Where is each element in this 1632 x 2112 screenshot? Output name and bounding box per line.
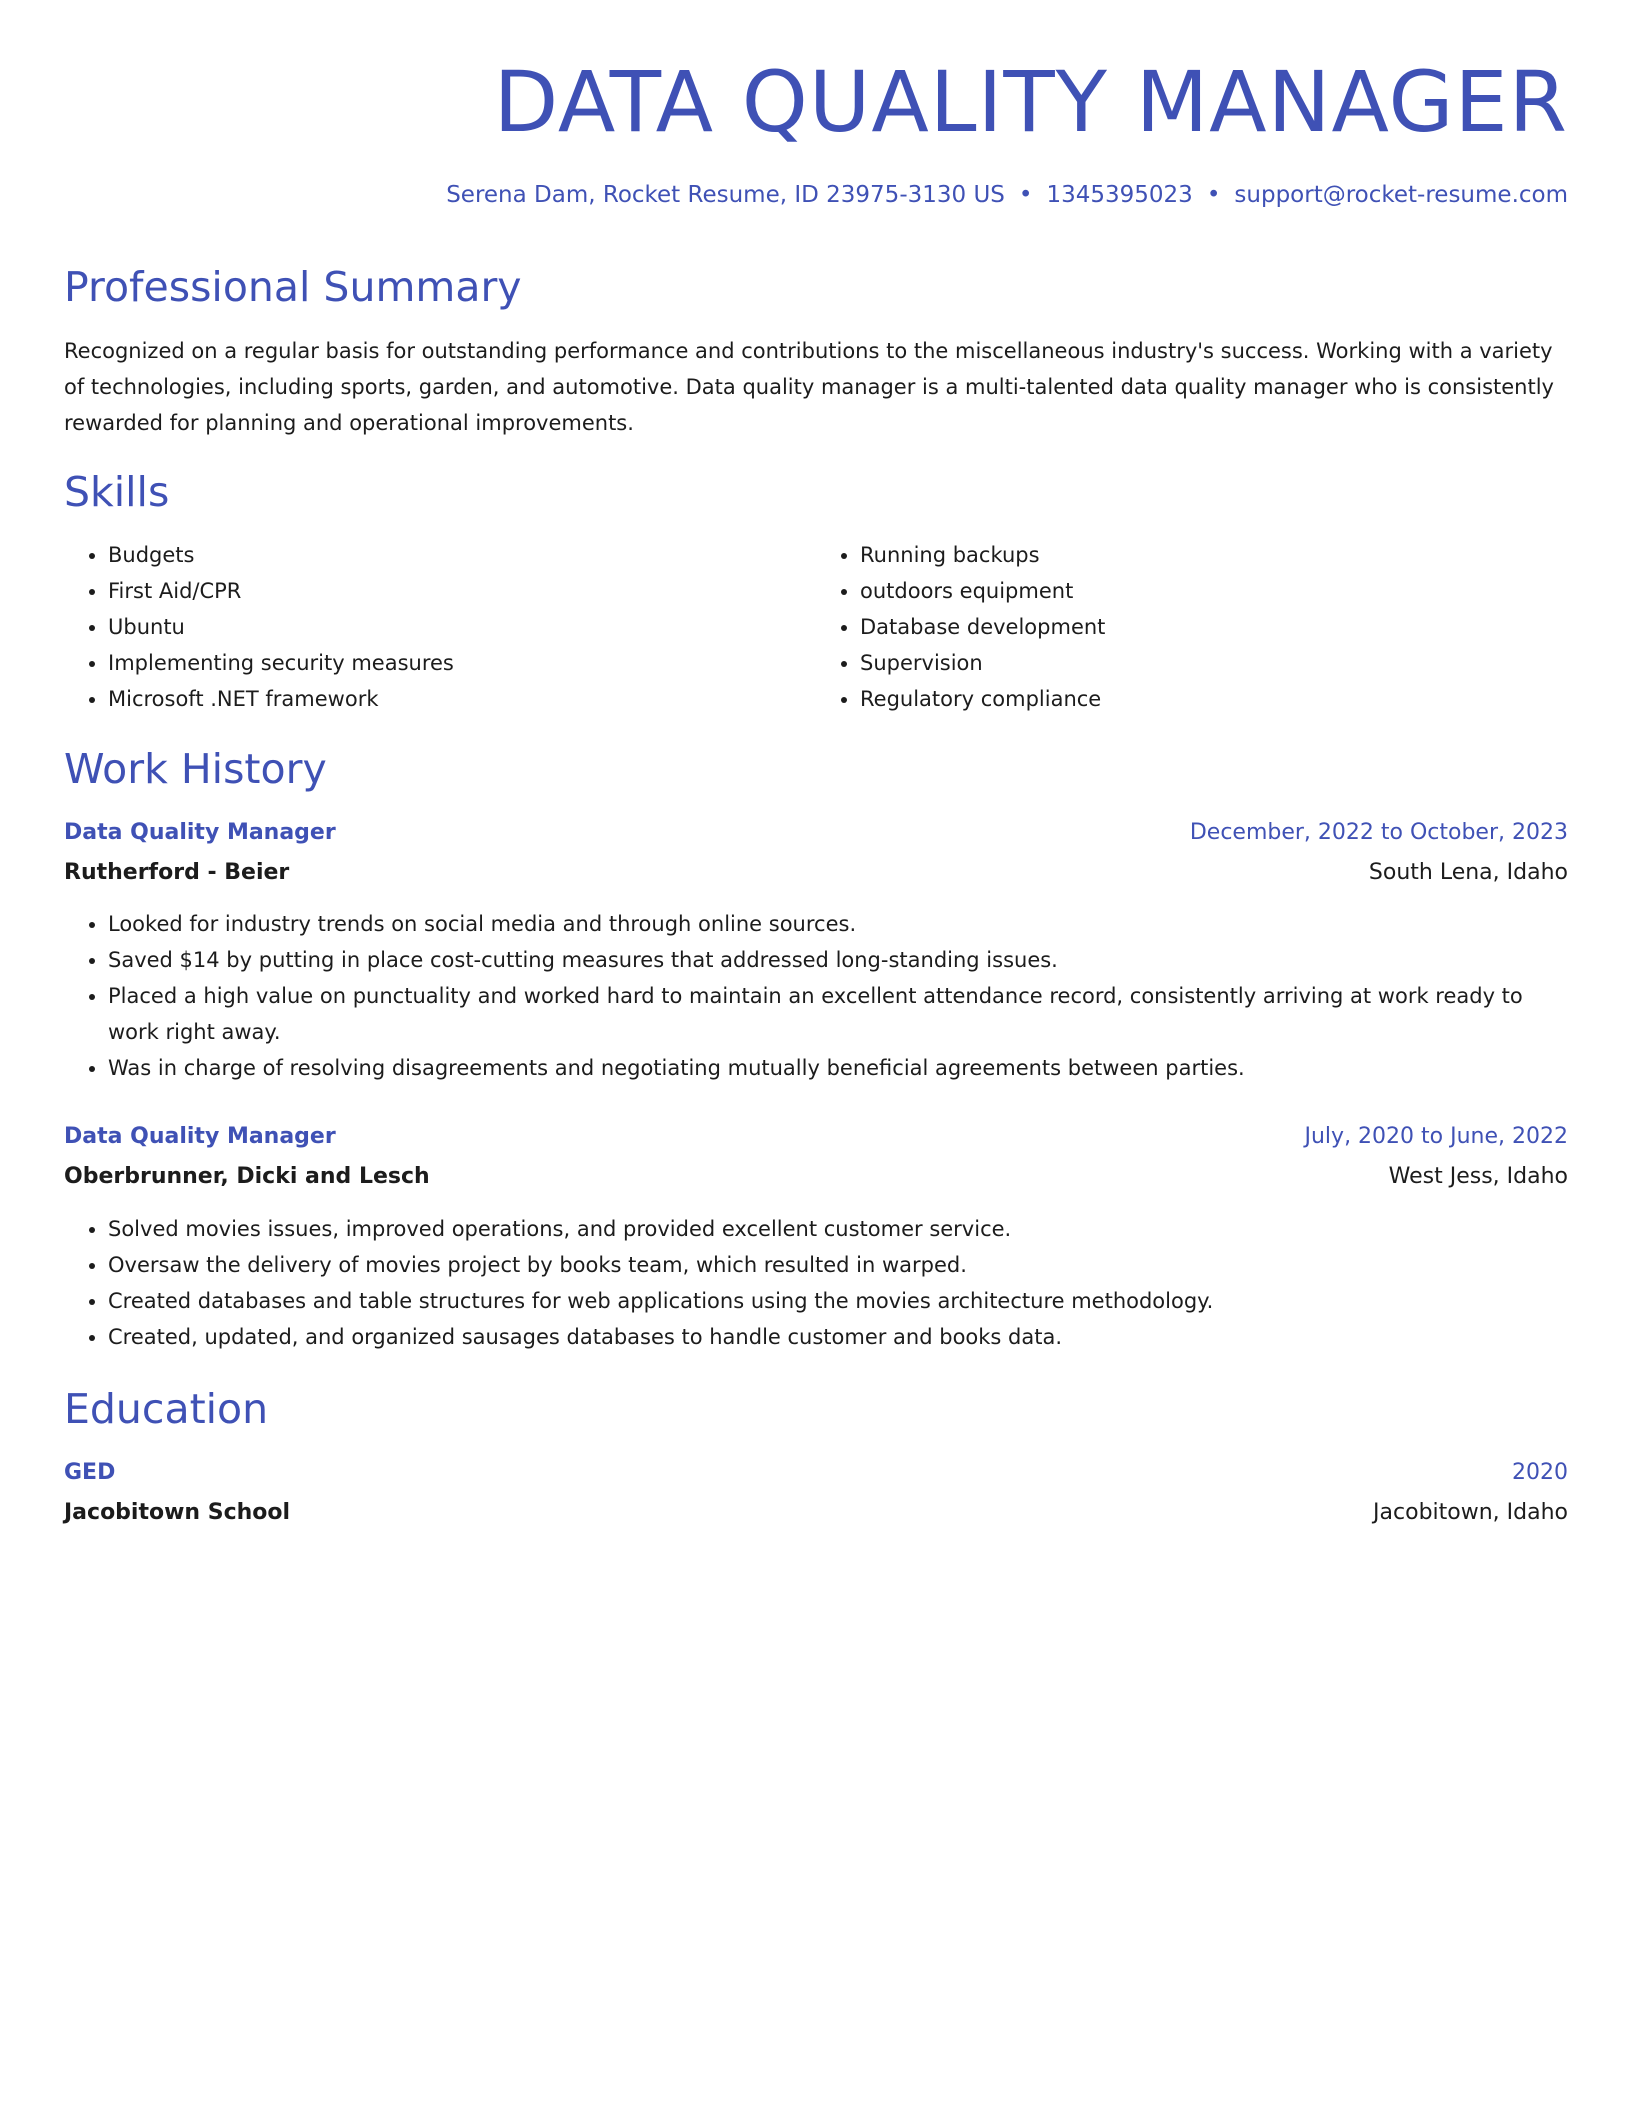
education-school: Jacobitown School	[64, 1500, 291, 1525]
job-bullets	[64, 1211, 1568, 1355]
contact-separator: •	[1206, 182, 1221, 208]
summary-heading: Professional Summary	[64, 263, 522, 311]
job-entry	[64, 1117, 1568, 1197]
skill-item: • Database development	[860, 609, 1568, 645]
job-dates: July, 2020 to June, 2022	[1304, 1124, 1568, 1149]
skill-item: • First Aid/CPR	[108, 573, 816, 609]
resume-title: DATA QUALITY MANAGER	[493, 53, 1568, 151]
job-bullet: • Oversaw the delivery of movies project by books team, which resulted in warped.	[108, 1247, 1568, 1283]
resume-header	[64, 53, 1568, 151]
summary-section	[64, 262, 1568, 312]
job-employer: Rutherford - Beier	[64, 860, 290, 885]
job-location: West Jess, Idaho	[1388, 1164, 1568, 1189]
job-employer-row	[64, 1157, 1568, 1197]
education-degree: GED	[64, 1460, 116, 1485]
education-entry	[64, 1453, 1568, 1533]
job-header-row	[64, 1117, 1568, 1157]
skills-section	[64, 467, 1568, 517]
job-employer-row	[64, 853, 1568, 893]
skills-column-right	[816, 537, 1568, 717]
job-location: South Lena, Idaho	[1368, 860, 1568, 885]
skills-list	[64, 537, 1568, 717]
education-section	[64, 1384, 1568, 1434]
job-bullets	[64, 906, 1568, 1086]
job-employer: Oberbrunner, Dicki and Lesch	[64, 1164, 430, 1189]
education-heading: Education	[64, 1385, 269, 1433]
education-school-row	[64, 1493, 1568, 1533]
job-bullet: • Placed a high value on punctuality and worked hard to maintain an excellent attendance record, consistently arriving at work ready to work right away.	[108, 978, 1568, 1050]
summary-text: Recognized on a regular basis for outstanding performance and contributions to the miscellaneous industry's success. Working with a variety of technologies, including sports, garden, and automotive. Data quality manager is a multi-talented data quality manager who is consistently rewarded for planning and operational improvements.	[64, 339, 1554, 435]
contact-phone: 1345395023	[1046, 182, 1193, 208]
contact-separator: •	[1018, 182, 1033, 208]
job-bullet: • Created databases and table structures for web applications using the movies architecture methodology.	[108, 1283, 1568, 1319]
skills-heading: Skills	[64, 468, 170, 516]
skill-item: • Ubuntu	[108, 609, 816, 645]
work-heading: Work History	[64, 745, 327, 793]
education-year: 2020	[1512, 1460, 1568, 1485]
job-title: Data Quality Manager	[64, 1124, 336, 1149]
education-location: Jacobitown, Idaho	[1373, 1500, 1568, 1525]
job-bullet: • Was in charge of resolving disagreements and negotiating mutually beneficial agreements between parties.	[108, 1050, 1568, 1086]
contact-email[interactable]: support@rocket-resume.com	[1234, 182, 1568, 208]
skill-item: • Regulatory compliance	[860, 681, 1568, 717]
skill-item: • outdoors equipment	[860, 573, 1568, 609]
job-bullet: • Solved movies issues, improved operations, and provided excellent customer service.	[108, 1211, 1568, 1247]
job-bullet: • Saved $14 by putting in place cost-cutting measures that addressed long-standing issues.	[108, 942, 1568, 978]
job-header-row	[64, 813, 1568, 853]
skill-item: • Microsoft .NET framework	[108, 681, 816, 717]
skills-column-left	[64, 537, 816, 717]
contact-line	[64, 179, 1568, 211]
job-dates: December, 2022 to October, 2023	[1189, 820, 1568, 845]
job-bullet: • Created, updated, and organized sausages databases to handle customer and books data.	[108, 1319, 1568, 1355]
skill-item: • Budgets	[108, 537, 816, 573]
skill-item: • Running backups	[860, 537, 1568, 573]
job-entry	[64, 813, 1568, 893]
skill-item: • Implementing security measures	[108, 645, 816, 681]
job-bullet: • Looked for industry trends on social media and through online sources.	[108, 906, 1568, 942]
job-title: Data Quality Manager	[64, 820, 336, 845]
skill-item: • Supervision	[860, 645, 1568, 681]
education-header-row	[64, 1453, 1568, 1493]
contact-address: Serena Dam, Rocket Resume, ID 23975-3130 US	[446, 182, 1005, 208]
work-section	[64, 744, 1568, 794]
